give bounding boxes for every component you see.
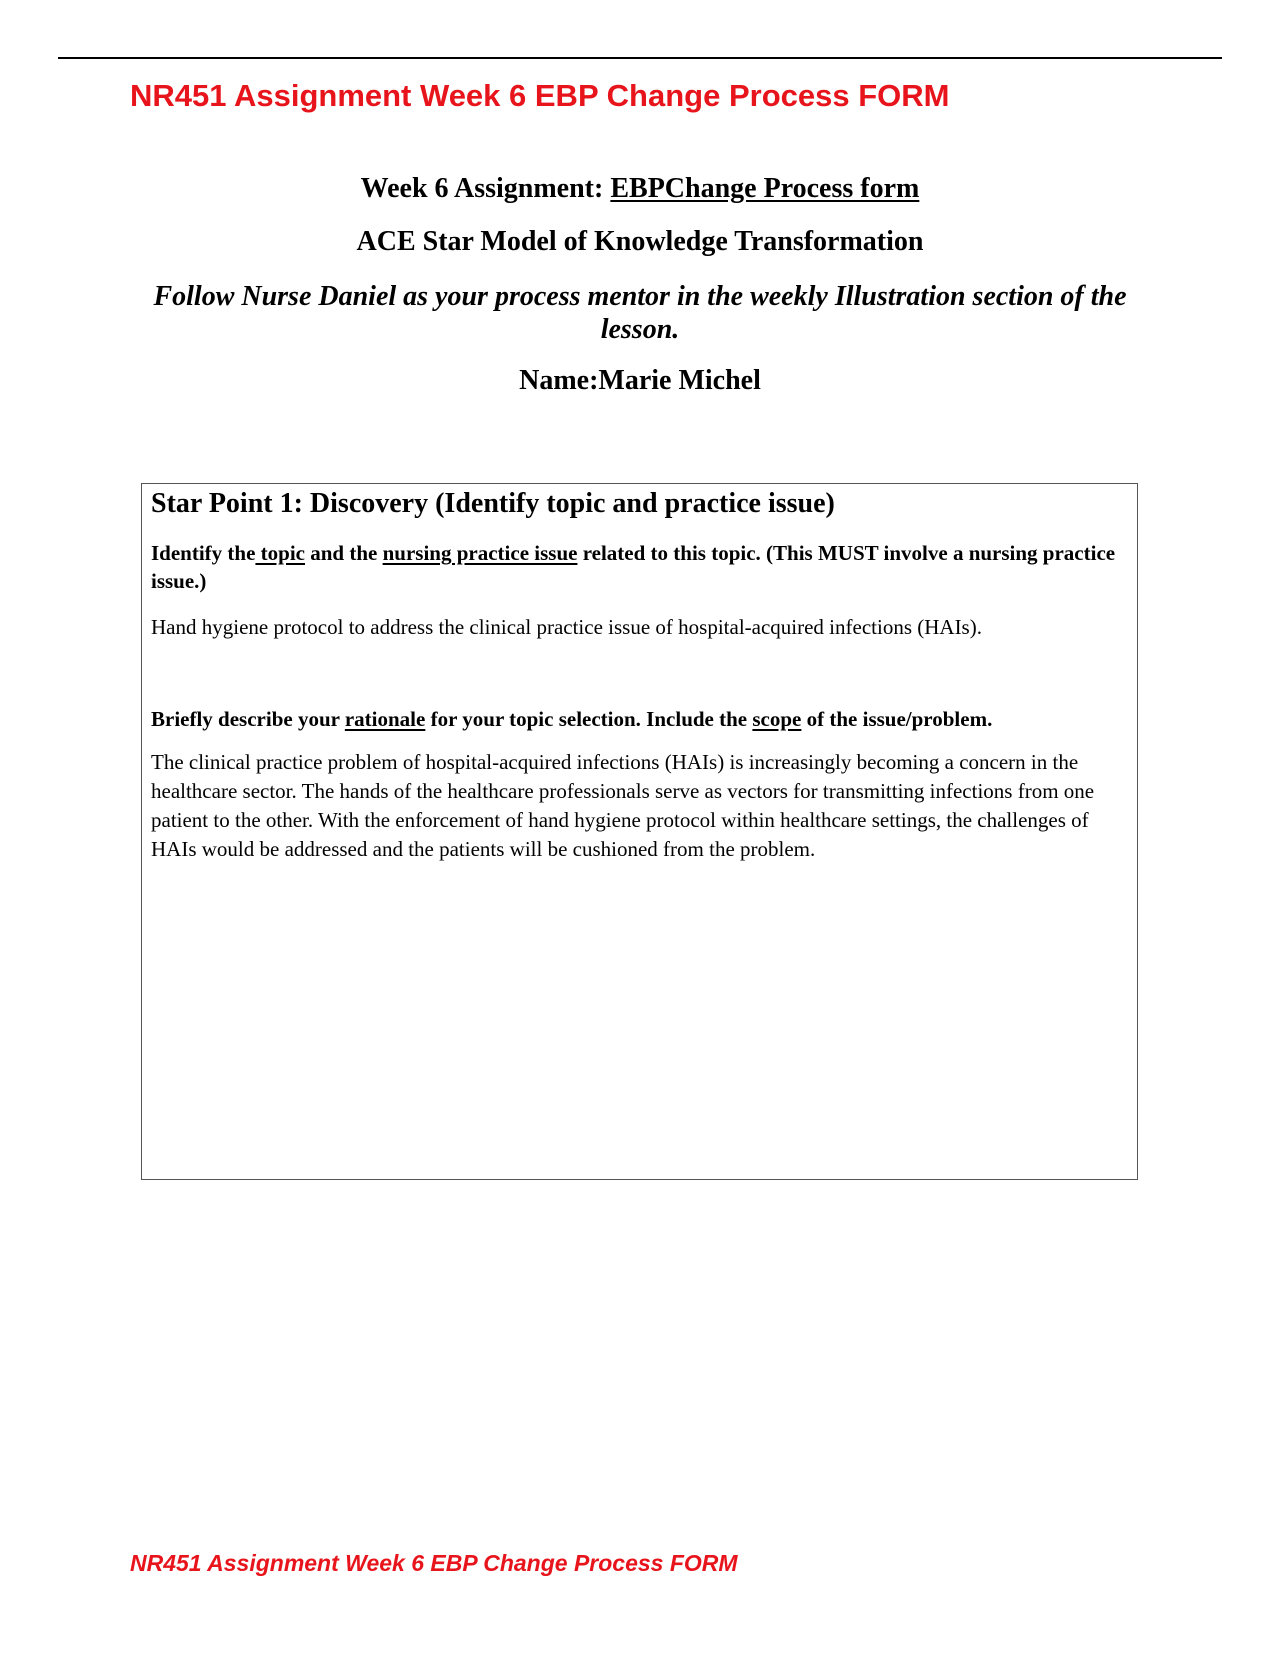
document-footer: NR451 Assignment Week 6 EBP Change Process FORM	[130, 1550, 738, 1576]
q2-text-3: of the issue/problem.	[801, 707, 993, 731]
assignment-form-title: EBPChange Process form	[610, 173, 920, 204]
rationale-question	[151, 705, 1126, 733]
top-divider	[58, 57, 1222, 59]
q1-text-3: related to this topic. (This MUST involve a nursing practice issue.)	[151, 541, 1116, 593]
q2-underline-rationale: rationale	[344, 707, 426, 731]
star-point-title: Star Point 1: Discovery (Identify topic and practice issue)	[151, 488, 835, 519]
topic-question	[151, 539, 1126, 595]
document-header-title: NR451 Assignment Week 6 EBP Change Process FORM	[130, 78, 950, 113]
mentor-note: Follow Nurse Daniel as your process mentor in the weekly Illustration section of the lesson.	[153, 281, 1127, 345]
q2-text-2: for your topic selection. Include the	[425, 707, 753, 731]
q1-text-2: and the	[305, 541, 383, 565]
q1-underline-issue: nursing practice issue	[382, 541, 578, 565]
star-point-1-box	[141, 483, 1138, 1180]
rationale-answer: The clinical practice problem of hospital-acquired infections (HAIs) is increasingly becoming a concern in the healthcare sector. The hands of the healthcare professionals serve as vectors for transmitting infections from one patient to the other. With the enforcement of hand hygiene protocol within healthcare settings, the challenges of HAIs would be addressed and the patients will be cushioned from the problem.	[151, 750, 1095, 861]
assignment-heading	[140, 173, 1140, 205]
q2-text-1: Briefly describe your	[151, 707, 345, 731]
student-name: Name:Marie Michel	[519, 365, 761, 396]
q1-text-1: Identify the	[151, 541, 256, 565]
q2-underline-scope: scope	[752, 707, 802, 731]
model-heading: ACE Star Model of Knowledge Transformation	[356, 226, 924, 257]
topic-answer: Hand hygiene protocol to address the clinical practice issue of hospital-acquired infections (HAIs).	[151, 615, 982, 639]
assignment-prefix: Week 6 Assignment:	[360, 173, 611, 204]
q1-underline-topic: topic	[255, 541, 305, 565]
